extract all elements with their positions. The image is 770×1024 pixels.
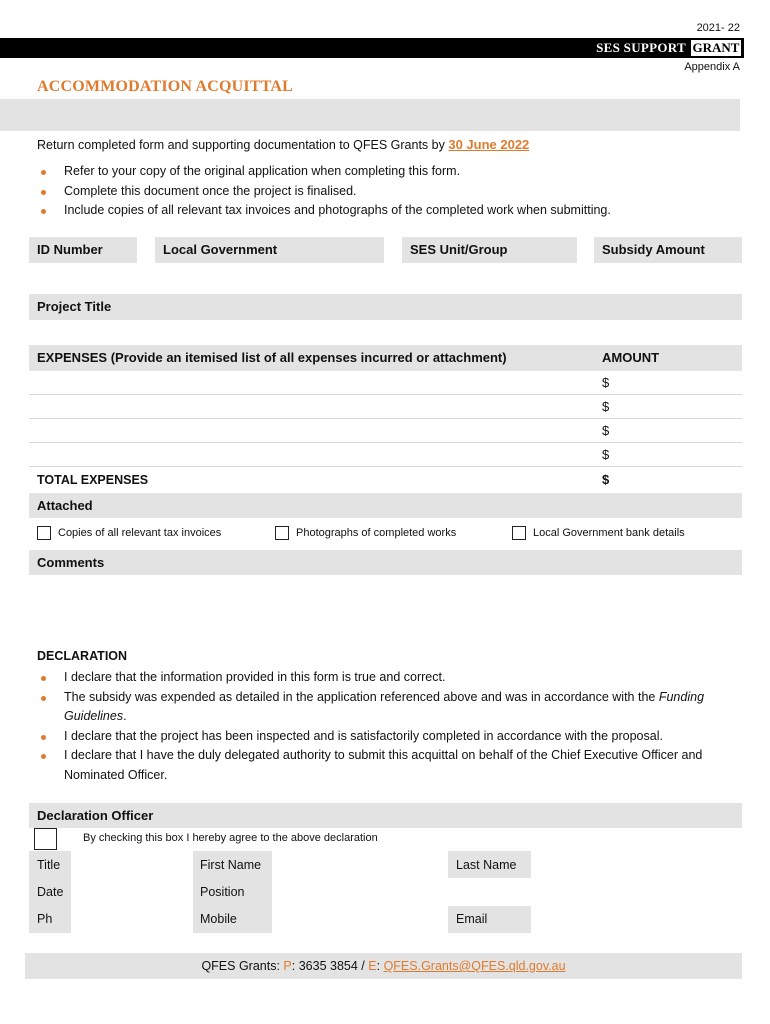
mobile-label: Mobile	[200, 912, 237, 926]
declaration-bullet	[37, 688, 737, 727]
expense-amount-2[interactable]: $	[602, 399, 610, 414]
expenses-header-label: EXPENSES (Provide an itemised list of all expenses incurred or attachment)	[37, 350, 507, 365]
bank-details-label: Local Government bank details	[533, 527, 685, 539]
phone-label: P	[283, 959, 292, 973]
intro-bullets	[37, 162, 611, 221]
declaration-bullet: I declare that the information provided in this form is true and correct.	[37, 668, 737, 688]
deadline-date: 30 June 2022	[448, 137, 530, 152]
declaration-text-end: .	[123, 709, 127, 723]
title-label: Title	[37, 858, 61, 872]
email-input[interactable]	[536, 912, 736, 928]
declaration-text: The subsidy was expended as detailed in the application referenced above and was in accordance with the	[64, 689, 656, 704]
title-band	[0, 99, 740, 131]
declaration-title: DECLARATION	[37, 649, 128, 663]
ph-label: Ph	[37, 912, 53, 926]
row-divider	[29, 418, 742, 419]
row-divider	[29, 466, 742, 467]
amount-header: AMOUNT	[602, 350, 660, 365]
tax-invoices-checkbox[interactable]	[37, 526, 51, 540]
row-divider	[29, 442, 742, 443]
intro-bullet: Refer to your copy of the original application when completing this form.	[37, 162, 611, 182]
expense-amount-1[interactable]: $	[602, 375, 610, 390]
program-name: SES SUPPORT	[596, 40, 686, 55]
intro-text	[37, 137, 529, 152]
program-banner	[0, 38, 744, 58]
row-divider	[29, 394, 742, 395]
footer-phone: 3635 3854	[298, 959, 358, 973]
tax-invoices-label: Copies of all relevant tax invoices	[58, 527, 222, 539]
footer-email-link[interactable]: QFES.Grants@QFES.qld.gov.au	[383, 959, 566, 973]
project-title-field[interactable]: Project Title	[29, 294, 742, 320]
footer-separator: /	[361, 959, 365, 973]
photographs-checkbox[interactable]	[275, 526, 289, 540]
footer-contact: QFES Grants: P: 3635 3854 / E: QFES.Grants@QFES.qld.gov.au	[25, 953, 742, 979]
declaration-bullet: I declare that the project has been inspected and is satisfactorily completed in accordance with the proposal.	[37, 727, 737, 747]
position-input[interactable]	[278, 885, 438, 901]
email-prefix-label: E	[368, 959, 377, 973]
mobile-input[interactable]	[278, 912, 438, 928]
total-expenses-label: TOTAL EXPENSES	[37, 473, 149, 487]
first-name-label: First Name	[200, 858, 262, 872]
expense-amount-3[interactable]: $	[602, 423, 610, 438]
footer-prefix: QFES Grants:	[201, 959, 280, 973]
date-label: Date	[37, 885, 64, 899]
total-expenses-value[interactable]: $	[602, 472, 610, 487]
program-grant-label: GRANT	[692, 40, 740, 55]
intro-instruction: Return completed form and supporting documentation to QFES Grants by	[37, 138, 445, 152]
declaration-officer-header: Declaration Officer	[29, 803, 742, 828]
appendix-label: Appendix A	[684, 61, 740, 73]
expense-amount-4[interactable]: $	[602, 447, 610, 462]
last-name-input[interactable]	[536, 858, 736, 874]
declaration-bullets	[37, 668, 737, 785]
agree-label: By checking this box I hereby agree to the above declaration	[83, 832, 378, 844]
photographs-label: Photographs of completed works	[296, 527, 457, 539]
comments-header[interactable]: Comments	[29, 550, 742, 575]
funding-guidelines-text: Funding Guidelines	[64, 689, 705, 723]
id-number-field[interactable]: ID Number	[29, 237, 137, 263]
local-government-field[interactable]: Local Government	[155, 237, 384, 263]
attached-header: Attached	[29, 493, 742, 518]
agree-checkbox[interactable]	[34, 828, 57, 850]
ses-unit-field[interactable]: SES Unit/Group	[402, 237, 577, 263]
ph-input[interactable]	[75, 912, 185, 928]
date-input[interactable]	[75, 885, 185, 901]
intro-bullet: Include copies of all relevant tax invoices and photographs of the completed work when submitting.	[37, 201, 611, 221]
expenses-header	[29, 345, 742, 371]
title-input[interactable]	[75, 858, 185, 874]
intro-bullet: Complete this document once the project is finalised.	[37, 182, 611, 202]
year-label: 2021- 22	[696, 22, 740, 34]
form-title: ACCOMMODATION ACQUITTAL	[37, 78, 294, 95]
last-name-label: Last Name	[456, 858, 517, 872]
first-name-input[interactable]	[278, 858, 438, 874]
subsidy-amount-field[interactable]: Subsidy Amount	[594, 237, 742, 263]
position-label: Position	[200, 885, 245, 899]
declaration-bullet: I declare that I have the duly delegated authority to submit this acquittal on behalf of the Chief Executive Officer and Nominated Officer.	[37, 746, 737, 785]
email-label: Email	[456, 912, 488, 926]
bank-details-checkbox[interactable]	[512, 526, 526, 540]
